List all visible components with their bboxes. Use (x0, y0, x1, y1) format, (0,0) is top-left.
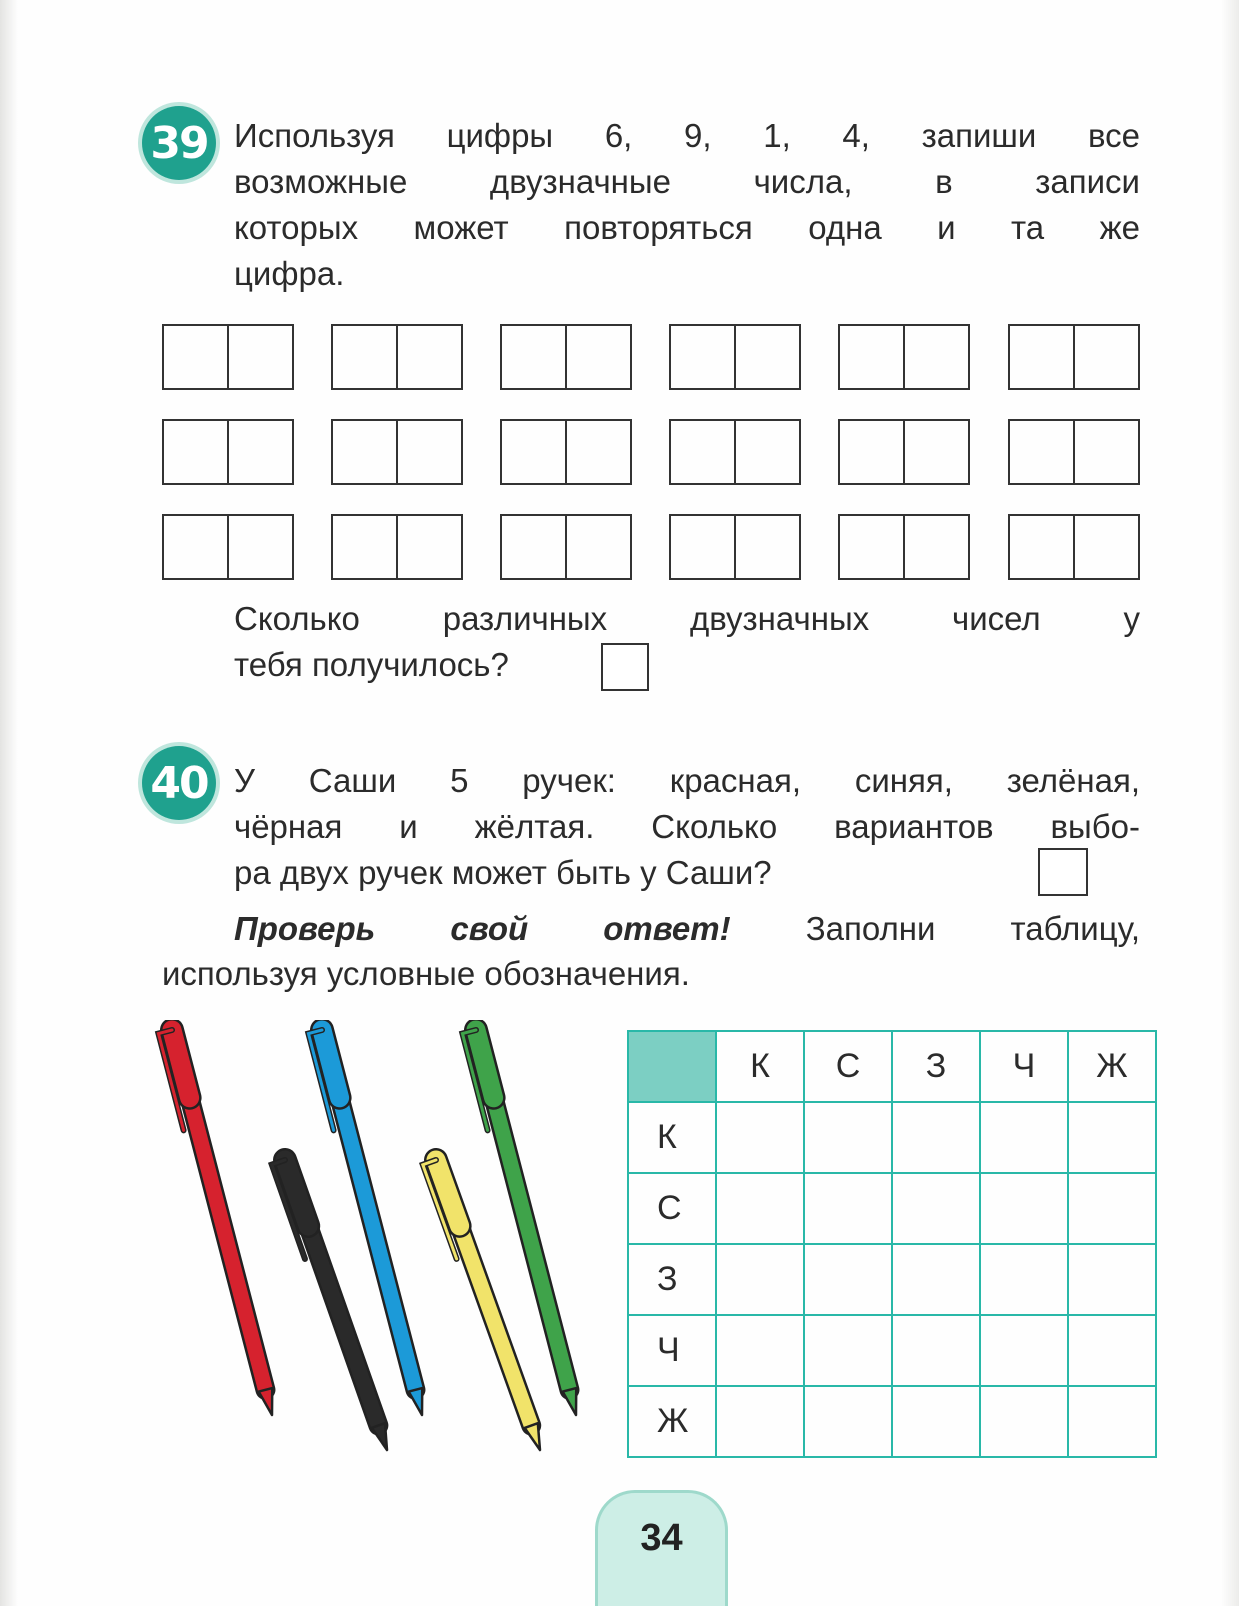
page-number: 34 (640, 1517, 683, 1559)
two-digit-answer-box[interactable] (500, 324, 632, 390)
two-digit-answer-box[interactable] (331, 419, 463, 485)
table-corner-cell (628, 1031, 716, 1102)
task-40-line: ра двух ручек может быть у Саши? (234, 854, 772, 891)
pens-illustration (150, 1020, 600, 1460)
table-cell[interactable] (892, 1386, 980, 1457)
check-bold-text: Проверь свой ответ! (234, 910, 731, 947)
pairs-table (627, 1030, 1157, 1458)
table-row (628, 1244, 1156, 1315)
question-line: Сколько различных двузначных чисел у (234, 600, 1140, 637)
two-digit-answer-box[interactable] (669, 324, 801, 390)
two-digit-answer-box[interactable] (500, 514, 632, 580)
col-header: К (716, 1031, 804, 1102)
two-digit-answer-box[interactable] (162, 514, 294, 580)
two-digit-answer-box[interactable] (331, 324, 463, 390)
question-line: тебя получилось? (234, 646, 509, 683)
two-digit-answer-box[interactable] (1008, 324, 1140, 390)
check-line-1 (234, 906, 1140, 952)
table-cell[interactable] (892, 1102, 980, 1173)
page-edge-right (1221, 0, 1239, 1606)
table-cell[interactable] (980, 1102, 1068, 1173)
table-cell[interactable] (716, 1102, 804, 1173)
task-40-number: 40 (150, 757, 208, 809)
table-cell[interactable] (716, 1244, 804, 1315)
two-digit-answer-box[interactable] (838, 514, 970, 580)
two-digit-answer-box[interactable] (500, 419, 632, 485)
task-39-badge (142, 106, 216, 180)
blue-pen (308, 1030, 422, 1415)
two-digit-answer-box[interactable] (838, 419, 970, 485)
task-39-answer-box[interactable] (601, 643, 649, 691)
row-header: К (628, 1102, 716, 1173)
table-row (628, 1102, 1156, 1173)
table-cell[interactable] (980, 1386, 1068, 1457)
col-header: Ж (1068, 1031, 1156, 1102)
page-edge-left (0, 0, 18, 1606)
table-cell[interactable] (892, 1173, 980, 1244)
task-40-line: У Саши 5 ручек: красная, синяя, зелёная, (234, 762, 1140, 799)
table-cell[interactable] (1068, 1244, 1156, 1315)
task-39-line: Используя цифры 6, 9, 1, 4, запиши все (234, 117, 1140, 154)
task-40-answer-box[interactable] (1038, 848, 1088, 896)
table-header-row (628, 1031, 1156, 1102)
task-39-line: цифра. (234, 255, 345, 292)
table-cell[interactable] (716, 1173, 804, 1244)
table-cell[interactable] (1068, 1173, 1156, 1244)
two-digit-answer-box[interactable] (838, 324, 970, 390)
table-cell[interactable] (892, 1244, 980, 1315)
table-cell[interactable] (1068, 1315, 1156, 1386)
two-digit-answer-box[interactable] (1008, 419, 1140, 485)
row-header: Ж (628, 1386, 716, 1457)
col-header: З (892, 1031, 980, 1102)
table-cell[interactable] (804, 1173, 892, 1244)
task-40-text (234, 758, 1140, 896)
table-cell[interactable] (804, 1102, 892, 1173)
two-digit-answer-box[interactable] (1008, 514, 1140, 580)
task-39-line: возможные двузначные числа, в записи (234, 163, 1140, 200)
table-cell[interactable] (1068, 1386, 1156, 1457)
two-digit-answer-box[interactable] (162, 324, 294, 390)
table-cell[interactable] (804, 1244, 892, 1315)
check-line-1-inner (234, 906, 1140, 952)
check-line-2 (162, 951, 862, 997)
col-header: С (804, 1031, 892, 1102)
task-40-line: чёрная и жёлтая. Сколько вариантов выбо- (234, 808, 1140, 845)
table-cell[interactable] (716, 1386, 804, 1457)
row-header: Ч (628, 1315, 716, 1386)
col-header: Ч (980, 1031, 1068, 1102)
table-cell[interactable] (892, 1315, 980, 1386)
two-digit-answer-box[interactable] (669, 514, 801, 580)
task-39-line: которых может повторяться одна и та же (234, 209, 1140, 246)
red-pen (158, 1030, 272, 1415)
table-row (628, 1173, 1156, 1244)
table-cell[interactable] (804, 1386, 892, 1457)
two-digit-answer-box[interactable] (669, 419, 801, 485)
two-digit-answer-box[interactable] (162, 419, 294, 485)
check-rest-text: Заполни таблицу, (805, 910, 1140, 947)
table-row (628, 1386, 1156, 1457)
table-cell[interactable] (1068, 1102, 1156, 1173)
table-cell[interactable] (716, 1315, 804, 1386)
page-number-tab (595, 1490, 728, 1606)
task-39-question (234, 596, 1140, 688)
table-cell[interactable] (980, 1244, 1068, 1315)
table-row (628, 1315, 1156, 1386)
row-header: З (628, 1244, 716, 1315)
row-header: С (628, 1173, 716, 1244)
check-line-2-text: используя условные обозначения. (162, 955, 690, 992)
task-40-badge (142, 746, 216, 820)
green-pen (462, 1030, 576, 1415)
two-digit-answer-box[interactable] (331, 514, 463, 580)
table-cell[interactable] (804, 1315, 892, 1386)
task-39-text (234, 113, 1140, 297)
table-cell[interactable] (980, 1173, 1068, 1244)
table-cell[interactable] (980, 1315, 1068, 1386)
task-39-number: 39 (150, 117, 208, 169)
